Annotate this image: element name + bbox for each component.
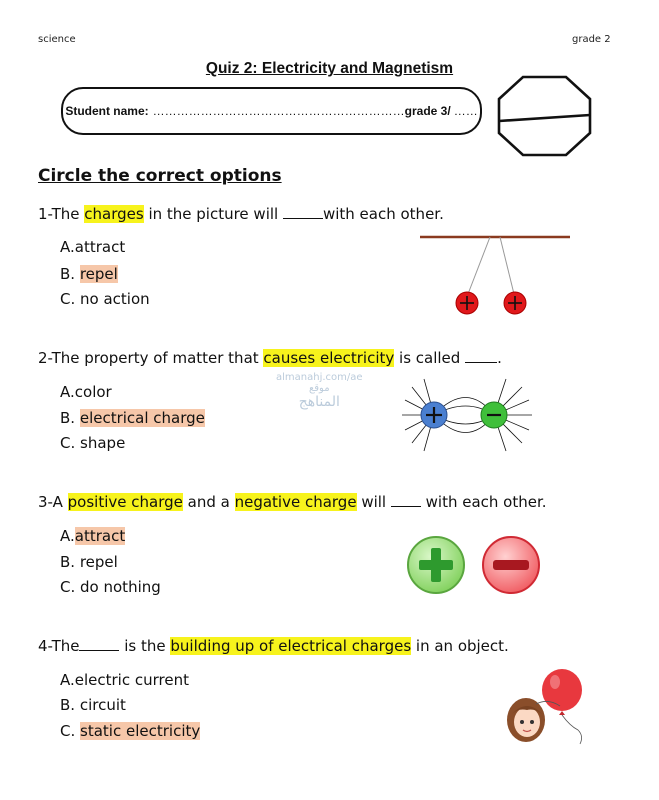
q4-blank: [79, 638, 119, 651]
positive-charge-icon: [421, 402, 447, 428]
q2-blank: [465, 350, 497, 363]
q3-highlight-positive: positive charge: [67, 493, 183, 511]
big-plus-icon: [408, 537, 464, 593]
instruction-heading: Circle the correct options: [38, 166, 282, 186]
q3-highlight-negative: negative charge: [234, 493, 357, 511]
score-octagon-icon: [497, 75, 592, 157]
q4-highlight: building up of electrical charges: [170, 637, 412, 655]
girl-with-balloon-picture: [500, 668, 595, 746]
q1-option-b[interactable]: B. repel: [60, 265, 118, 283]
left-positive-ball-icon: [456, 292, 478, 314]
q1-highlight: charges: [84, 205, 144, 223]
q1-option-a[interactable]: A.attract: [60, 238, 126, 256]
q4-option-b[interactable]: B. circuit: [60, 696, 126, 714]
q2-option-a[interactable]: A.color: [60, 383, 112, 401]
question-2: 2-The property of matter that causes electricity is called .: [38, 349, 502, 367]
q1-blank: [283, 206, 323, 219]
student-name-field[interactable]: ………………………………………………………: [152, 104, 405, 118]
student-info-box: [61, 87, 482, 135]
plus-minus-picture: [405, 534, 545, 596]
balloon-icon: [542, 669, 582, 744]
question-4: 4-The is the building up of electrical charges in an object.: [38, 637, 509, 655]
q3-option-c[interactable]: C. do nothing: [60, 578, 161, 596]
q2-highlight: causes electricity: [263, 349, 395, 367]
student-name-label: Student name:: [65, 104, 149, 118]
q4-option-a[interactable]: A.electric current: [60, 671, 189, 689]
question-1: 1-The charges in the picture will with each other.: [38, 205, 444, 223]
q2-option-b[interactable]: B. electrical charge: [60, 409, 205, 427]
quiz-title: Quiz 2: Electricity and Magnetism: [205, 60, 454, 77]
electric-field-lines-picture: [400, 375, 535, 455]
q2-option-c[interactable]: C. shape: [60, 434, 126, 452]
grade-field[interactable]: ……: [453, 104, 478, 118]
q1-option-c[interactable]: C. no action: [60, 290, 150, 308]
big-minus-icon: [483, 537, 539, 593]
negative-charge-icon: [481, 402, 507, 428]
watermark: almanahj.com/ae موقع المناهج: [276, 372, 363, 410]
right-positive-ball-icon: [504, 292, 526, 314]
hanging-charges-picture: [420, 232, 572, 320]
subject-label: science: [38, 34, 76, 45]
grade-level-label: grade 2: [572, 34, 611, 45]
question-3: 3-A positive charge and a negative charge will with each other.: [38, 493, 547, 511]
q4-option-c[interactable]: C. static electricity: [60, 722, 201, 740]
q3-option-a[interactable]: A.attract: [60, 527, 126, 545]
q3-option-b[interactable]: B. repel: [60, 553, 118, 571]
grade-label: grade 3/: [404, 104, 451, 118]
q3-blank: [391, 494, 421, 507]
